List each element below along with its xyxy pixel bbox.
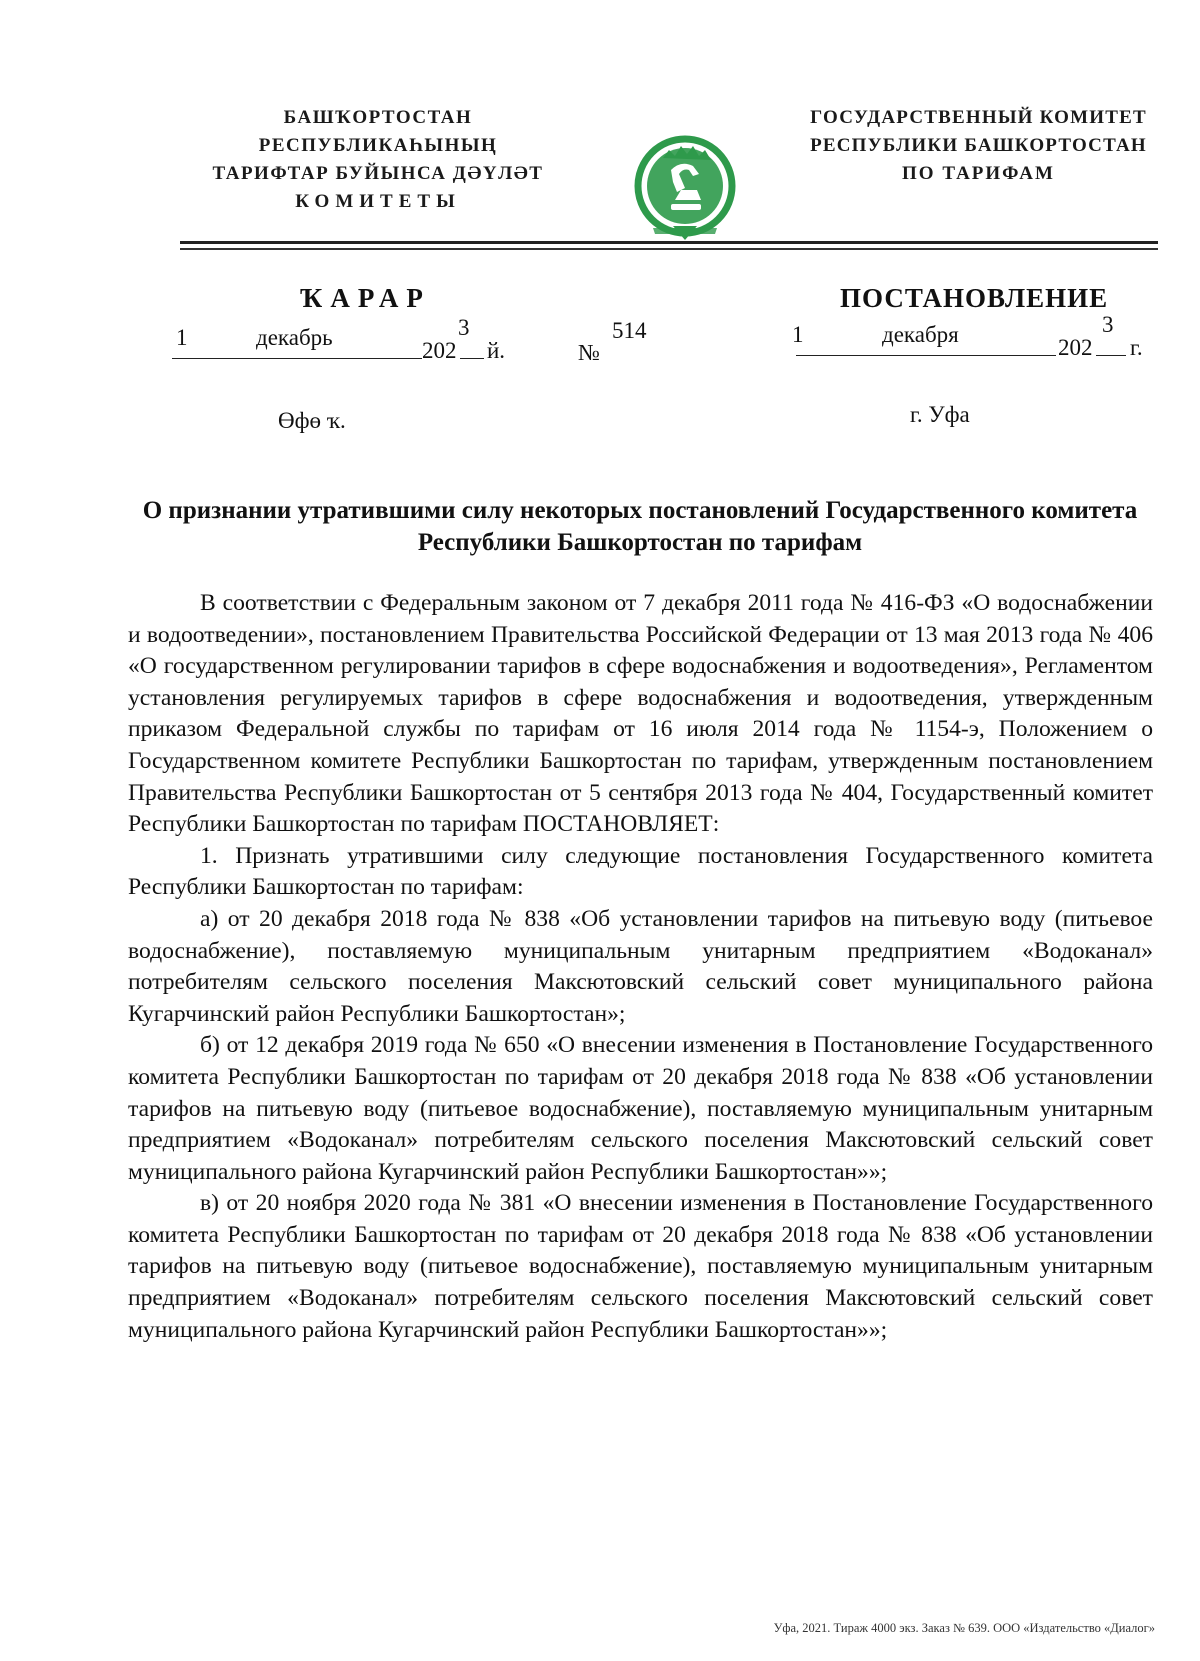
doc-type-bashkir: ҠАРАР <box>300 283 431 313</box>
header-right-line-3: ПО ТАРИФАМ <box>902 163 1055 184</box>
preamble-paragraph: В соответствии с Федеральным законом от 7 декабря 2011 года № 416-ФЗ «О водоснабжении и водоотведении», постановлением Правительства Российской Федерации от 13 мая 2013 года № 406 «О государственном регулировании тарифов в сфере водоснабжения и водоотведения», Регламентом установления регулируемых тарифов в сфере водоснабжения и водоотведения, утвержденным приказом Федеральной службы по тарифам от 16 июля 2014 года № 1154-э, Положением о Государственном комитете Республики Башкортостан по тарифам, утвержденным постановлением Правительства Республики Башкортостан от 5 сентября 2013 года № 404, Государственный комитет Республики Башкортостан по тарифам ПОСТАНОВЛЯЕТ: <box>128 590 1153 838</box>
header-right-block <box>796 104 1161 188</box>
header-divider-thick <box>180 241 1158 244</box>
left-date-year-suffix: й. <box>487 338 506 363</box>
right-date-month: декабря <box>882 322 959 347</box>
item-1-paragraph: 1. Признать утратившими силу следующие постановления Государственного комитета Республики Башкортостан по тарифам: <box>128 842 1153 901</box>
left-date-underline <box>172 358 422 359</box>
city-russian: г. Уфа <box>910 402 970 427</box>
header-right-line-2: РЕСПУБЛИКИ БАШКОРТОСТАН <box>810 135 1147 156</box>
item-b-paragraph: б) от 12 декабря 2019 года № 650 «О внесении изменения в Постановление Государственного комитета Республики Башкортостан по тарифам от 20 декабря 2018 года № 838 «Об установлении тарифов на питьевую воду (питьевое водоснабжение), поставляемую муниципальным унитарным предприятием «Водоканал» потребителям сельского поселения Максютовский сельский совет муниципального района Кугарчинский район Республики Башкортостан»»; <box>128 1032 1153 1185</box>
left-year-underline <box>460 358 484 359</box>
right-date-year-prefix: 202 <box>1058 335 1093 360</box>
item-c-paragraph: в) от 20 ноября 2020 года № 381 «О внесении изменения в Постановление Государственного комитета Республики Башкортостан по тарифам от 20 декабря 2018 года № 838 «Об установлении тарифов на питьевую воду (питьевое водоснабжение), поставляемую муниципальным унитарным предприятием «Водоканал» потребителям сельского поселения Максютовский сельский совет муниципального района Кугарчинский район Республики Башкортостан»»; <box>128 1190 1153 1343</box>
right-date-year-suffix: г. <box>1130 335 1143 360</box>
header-left-line-2: ТАРИФТАР БУЙЫНСА ДӘҮЛӘТ <box>212 163 544 184</box>
right-date-underline <box>796 355 1056 356</box>
bashkortostan-coat-of-arms-icon <box>623 130 748 245</box>
right-date-day: 1 <box>792 322 804 347</box>
header-divider-thin <box>180 248 1158 250</box>
right-date-year-digit: 3 <box>1102 312 1114 337</box>
left-date-month: декабрь <box>256 325 333 350</box>
left-date-year-prefix: 202 <box>422 338 457 363</box>
doc-type-russian: ПОСТАНОВЛЕНИЕ <box>840 283 1109 313</box>
left-doc-number: 514 <box>612 318 647 343</box>
header-left-block <box>168 104 588 216</box>
print-footer: Уфа, 2021. Тираж 4000 экз. Заказ № 639. ООО «Издательство «Диалог» <box>773 1621 1155 1635</box>
header-left-line-1: БАШҠОРТОСТАН РЕСПУБЛИКАҺЫНЫҢ <box>258 107 498 156</box>
city-bashkir: Өфө ҡ. <box>278 408 346 433</box>
header-right-line-1: ГОСУДАРСТВЕННЫЙ КОМИТЕТ <box>810 107 1147 128</box>
document-title: О признании утратившими силу некоторых постановлений Государственного комитета Республики Башкортостан по тарифам <box>142 497 1138 556</box>
right-year-underline <box>1096 355 1126 356</box>
document-body <box>128 588 1153 1346</box>
left-number-sign: № <box>578 340 600 365</box>
left-date-day: 1 <box>176 325 188 350</box>
left-date-year-digit: 3 <box>458 315 470 340</box>
item-a-paragraph: а) от 20 декабря 2018 года № 838 «Об установлении тарифов на питьевую воду (питьевое водоснабжение), поставляемую муниципальным унитарным предприятием «Водоканал» потребителям сельского поселения Максютовский сельский совет муниципального района Кугарчинский район Республики Башкортостан»; <box>128 905 1153 1027</box>
header-left-line-3: КОМИТЕТЫ <box>295 191 461 212</box>
